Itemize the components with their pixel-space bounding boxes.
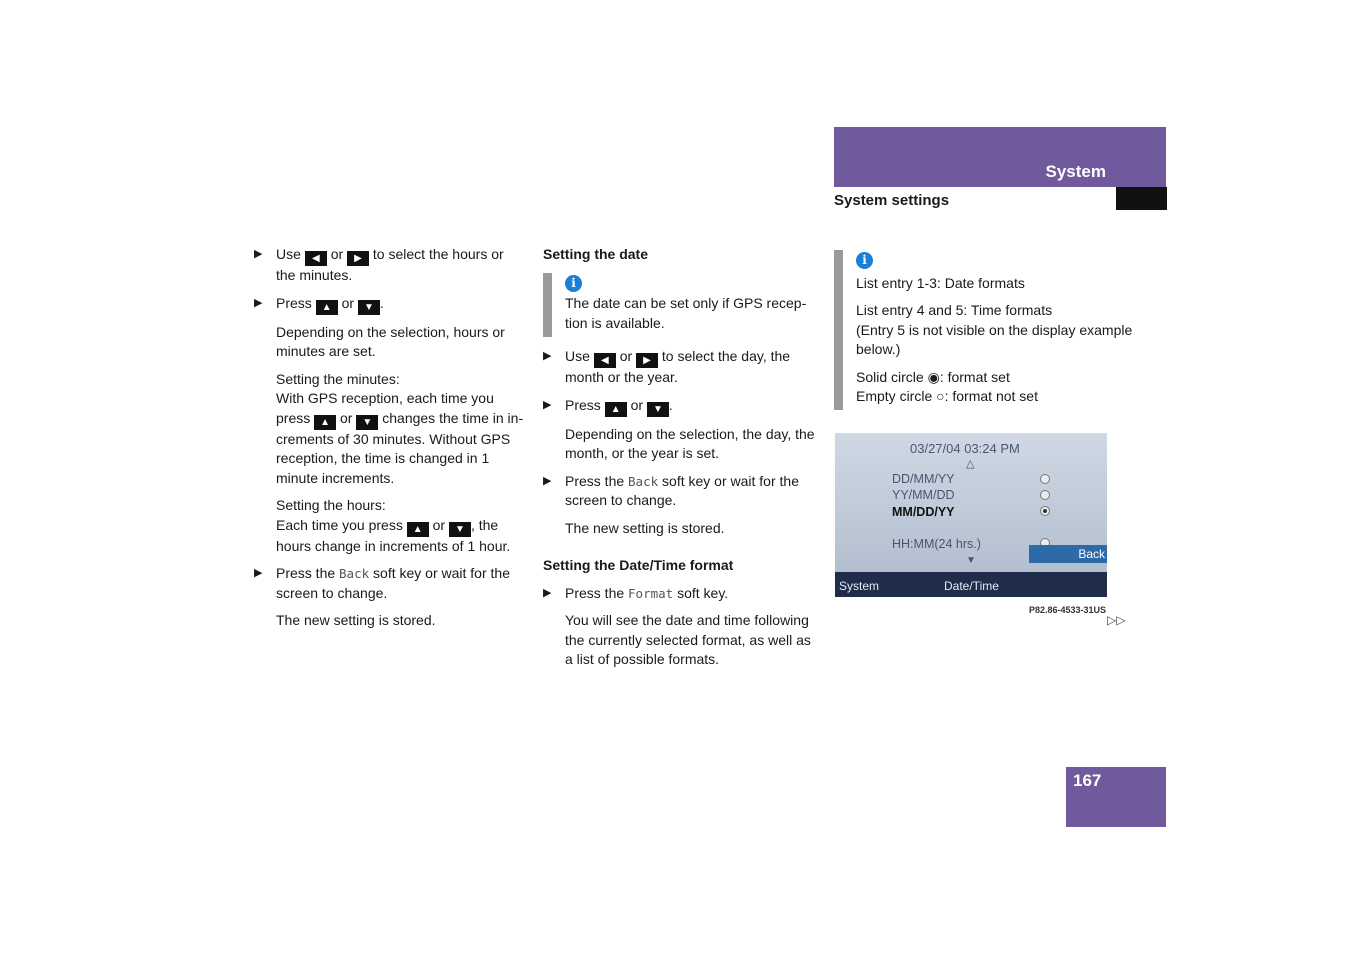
triangle-right-icon: ▶ [543, 350, 552, 362]
list-item: ▶ Use ◀ or ▶ to select the day, the month or the year. [543, 348, 791, 385]
list-item: ▶ Press the Back soft key or wait for the screen to change. [254, 565, 510, 601]
right-arrow-key-icon: ▶ [636, 353, 658, 368]
solid-circle-icon: ◉ [927, 368, 940, 385]
empty-circle-icon: ○ [936, 388, 945, 404]
section-tab-marker [1116, 187, 1167, 210]
screen-datetime: 03/27/04 03:24 PM [910, 441, 1020, 456]
list-item: ▶ Press ▲ or ▼ . [543, 396, 673, 415]
section-header [834, 127, 1166, 187]
format-option: DD/MM/YY [892, 472, 955, 486]
paragraph: Setting the minutes: With GPS reception, each time you press ▲ or ▼ changes the time in increments of 30 minutes. Without GPS reception, the time is changed in 1 minute increments. [276, 370, 524, 486]
section-heading: Setting the Date/Time format [543, 557, 734, 573]
display-screenshot [835, 433, 1107, 597]
down-arrow-key-icon: ▼ [647, 402, 669, 417]
triangle-right-icon: ▶ [254, 296, 263, 309]
left-column [254, 245, 526, 639]
radio-button-selected [1040, 506, 1050, 516]
list-item: ▶ Use ◀ or ▶ to select the hours or the minutes. [254, 246, 504, 283]
info-icon: i [565, 275, 582, 292]
radio-button [1040, 490, 1050, 500]
screen-bottom-datetime: Date/Time [944, 579, 999, 593]
left-arrow-key-icon: ◀ [594, 353, 616, 368]
triangle-right-icon: ▶ [543, 586, 552, 599]
paragraph: The new setting is stored. [565, 519, 725, 536]
triangle-right-icon: ▶ [254, 248, 263, 260]
soft-key-label: Back [339, 566, 370, 581]
triangle-right-icon: ▶ [254, 567, 263, 579]
paragraph: You will see the date and time following the currently selected format, as well as a list of possible formats. [565, 612, 811, 667]
info-bar [834, 250, 843, 410]
list-item: ▶ Press the Format soft key. [543, 584, 815, 604]
up-arrow-key-icon: ▲ [407, 522, 429, 537]
page-number: 167 [1073, 771, 1102, 790]
page-subtitle: System settings [834, 192, 950, 209]
soft-key-label: Format [628, 585, 674, 601]
triangle-right-icon: ▶ [543, 474, 552, 487]
info-note-formats [834, 250, 1134, 407]
up-arrow-icon: △ [966, 458, 975, 470]
paragraph: Setting the hours: Each time you press ▲ or ▼ , the hours change in increments of 1 hour. [276, 497, 511, 554]
screen-bottom-bar [835, 572, 1107, 597]
down-arrow-key-icon: ▼ [358, 300, 380, 315]
up-arrow-key-icon: ▲ [316, 300, 338, 315]
up-arrow-key-icon: ▲ [314, 415, 336, 430]
soft-key-label: Back [628, 473, 659, 489]
format-option: HH:MM(24 hrs.) [892, 537, 981, 551]
down-arrow-key-icon: ▼ [449, 522, 471, 537]
format-option-selected: MM/DD/YY [892, 505, 955, 519]
screen-bottom-system: System [839, 579, 880, 593]
paragraph: Empty circle ○: format not set [856, 388, 1038, 404]
list-item: ▶ Press ▲ or ▼ . [254, 294, 384, 313]
paragraph: The new setting is stored. [276, 612, 436, 628]
paragraph: Depending on the selection, hours or minutes are set. [276, 323, 505, 359]
paragraph: Solid circle ◉: format set [856, 368, 1010, 385]
continue-arrows-icon: ▷▷ [1107, 613, 1126, 627]
list-item: ▶ Press the Back soft key or wait for the screen to change. [543, 472, 799, 508]
back-softkey: Back [1029, 545, 1107, 563]
paragraph: List entry 4 and 5: Time formats [856, 302, 1053, 318]
image-caption: P82.86-4533-31US [1029, 605, 1107, 615]
left-arrow-key-icon: ◀ [305, 251, 327, 266]
page-number-box [1066, 767, 1166, 827]
info-bar [543, 273, 552, 337]
paragraph: Depending on the selection, the day, the month, or the year is set. [565, 425, 815, 461]
section-heading: Setting the date [543, 246, 649, 262]
info-note: i The date can be set only if GPS reception is available. [543, 273, 815, 334]
middle-column [543, 245, 815, 678]
up-arrow-key-icon: ▲ [605, 402, 627, 417]
triangle-right-icon: ▶ [543, 398, 552, 411]
down-arrow-icon: ▼ [966, 555, 976, 566]
paragraph: List entry 1-3: Date formats [856, 274, 1025, 291]
right-arrow-key-icon: ▶ [347, 251, 369, 266]
info-icon: i [856, 252, 873, 269]
format-option: YY/MM/DD [892, 488, 955, 502]
radio-button [1040, 474, 1050, 484]
paragraph: (Entry 5 is not visible on the display example below.) [856, 321, 1133, 357]
down-arrow-key-icon: ▼ [356, 415, 378, 430]
section-title: System [1045, 161, 1106, 181]
